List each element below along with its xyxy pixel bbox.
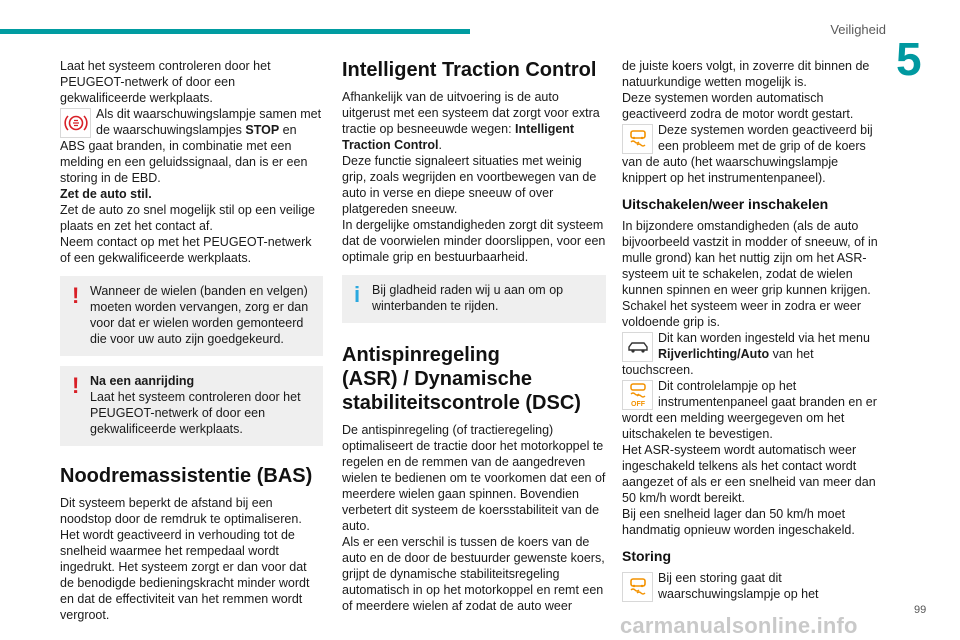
- column-3: [622, 58, 886, 602]
- icon-paragraph: [622, 378, 886, 442]
- header-accent-bar: [0, 29, 470, 34]
- heading-line: Antispinregeling: [342, 344, 500, 366]
- off-label: OFF: [630, 401, 645, 408]
- section-heading: [342, 343, 606, 415]
- warning-note: [60, 276, 323, 356]
- heading-line: (ASR) / Dynamische: [342, 368, 533, 390]
- feature-name: Intelligent Traction Control: [342, 122, 575, 152]
- text: .: [438, 138, 443, 152]
- paragraph: Als er een verschil is tussen de koers van de auto en de door de bestuurder gewenste koers, grijpt de dynamische stabiliteitsregeling automatisch in op het motorkoppel en remt een of meerdere wielen af zodat de auto weer: [342, 535, 605, 613]
- warning-note: [60, 366, 323, 446]
- note-title: Na een aanrijding: [90, 374, 195, 388]
- note-text: Laat het systeem controleren door het PEUGEOT-netwerk of door een gekwalificeerde werkplaats.: [90, 390, 301, 436]
- paragraph: In dergelijke omstandigheden zorgt dit systeem dat de voorwielen minder doorslippen, voor een optimale grip en bestuurbaarheid.: [342, 218, 606, 264]
- heading-line: stabiliteitscontrole (DSC): [342, 392, 581, 414]
- text: en ABS gaat branden, in combinatie met een melding en een geluidssignaal, dan is er een storing in de EBD.: [60, 123, 308, 185]
- text: Dit controlelampje op het instrumentenpaneel gaat branden en er wordt een melding weergegeven om het uitschakelen te bevestigen.: [622, 379, 877, 441]
- subsection-heading: Uitschakelen/weer inschakelen: [622, 196, 829, 212]
- page-number: 99: [914, 604, 927, 616]
- paragraph: De antispinregeling (of tractieregeling) optimaliseert de tractie door het motorkoppel te regelen en de remmen van de aangedreven wielen te bedienen om te voorkomen dat een of meerdere wielen gaan spinnen. Bovendien verbetert dit systeem de koersstabiliteit van de auto.: [342, 423, 606, 533]
- info-note: [342, 275, 606, 323]
- paragraph: Deze systemen worden automatisch geactiveerd zodra de motor wordt gestart.: [622, 91, 854, 121]
- icon-paragraph: [622, 122, 886, 186]
- stop-label: STOP: [245, 123, 280, 137]
- text: Deze systemen worden geactiveerd bij een probleem met de grip of de koers van de auto (het waarschuwingslampje knippert op het instrumentenpaneel).: [622, 123, 873, 185]
- text: Afhankelijk van de uitvoering is de auto uitgerust met een systeem dat zorgt voor extra tractie op besneeuwde wegen:: [342, 90, 600, 136]
- paragraph: Het ASR-systeem wordt automatisch weer ingeschakeld telkens als het contact wordt aangezet of als er een snelheid van meer dan 50 km/h wordt bereikt.: [622, 443, 876, 505]
- paragraph: Deze functie signaleert situaties met weinig grip, zoals wegrijden en voortbewegen van de auto in verse en diepe sneeuw of over platgereden sneeuw.: [342, 154, 597, 216]
- skid-warning-icon: [622, 572, 653, 602]
- icon-paragraph: [622, 330, 886, 378]
- car-settings-icon: [622, 332, 653, 362]
- note-text: Wanneer de wielen (banden en velgen) moeten worden vervangen, zorg er dan voor dat er wielen worden gemonteerd die voor uw auto zijn goedgekeurd.: [90, 284, 309, 346]
- note-text: Bij gladheid raden wij u aan om op winterbanden te rijden.: [372, 283, 564, 313]
- watermark: carmanualsonline.info: [620, 613, 858, 638]
- exclamation-icon: !: [72, 373, 80, 398]
- text: Bij een storing gaat dit waarschuwingslampje op het: [658, 571, 819, 601]
- instruction-bold: Zet de auto stil.: [60, 187, 152, 201]
- paragraph: Het wordt geactiveerd in verhouding tot de snelheid waarmee het rempedaal wordt ingedrukt. Het systeem zorgt er dan voor dat de benodigde bedieningskracht minder wordt en dat de effectiviteit van het remmen wordt vergroot.: [60, 528, 310, 622]
- paragraph: Neem contact op met het PEUGEOT-netwerk of een gekwalificeerde werkplaats.: [60, 235, 312, 265]
- paragraph: de juiste koers volgt, in zoverre dit binnen de natuurkundige wetten mogelijk is.: [622, 59, 870, 89]
- text: Dit kan worden ingesteld via het menu: [658, 331, 870, 345]
- text: van het touchscreen.: [622, 347, 814, 377]
- icon-paragraph: [60, 106, 323, 186]
- paragraph: Laat het systeem controleren door het PEUGEOT-netwerk of door een gekwalificeerde werkplaats.: [60, 59, 271, 105]
- paragraph: Bij een snelheid lager dan 50 km/h moet handmatig opnieuw worden ingeschakeld.: [622, 507, 855, 537]
- subsection-heading: Storing: [622, 548, 671, 564]
- paragraph: Zet de auto zo snel mogelijk stil op een veilige plaats en zet het contact af.: [60, 203, 316, 233]
- paragraph: [342, 89, 606, 153]
- skid-off-icon: [622, 380, 653, 410]
- menu-name: Rijverlichting/Auto: [658, 347, 770, 361]
- section-heading: Intelligent Traction Control: [342, 59, 597, 81]
- section-title: Veiligheid: [830, 22, 886, 37]
- section-heading: Noodremassistentie (BAS): [60, 465, 313, 487]
- chapter-number: 5: [896, 33, 922, 85]
- paragraph: In bijzondere omstandigheden (als de auto bijvoorbeeld vastzit in modder of sneeuw, of in mulle grond) kan het nuttig zijn om het ASR-systeem uit te schakelen, zodat de wielen kunnen spinnen en weer grip kunnen krijgen.: [622, 219, 878, 297]
- icon-paragraph: [622, 570, 886, 602]
- column-2: [342, 58, 606, 614]
- skid-warning-icon: [622, 124, 653, 154]
- exclamation-icon: !: [72, 283, 80, 308]
- text: Als dit waarschuwingslampje samen met de waarschuwingslampjes: [96, 107, 322, 137]
- brake-warning-icon: [60, 108, 91, 138]
- paragraph: Schakel het systeem weer in zodra er weer voldoende grip is.: [622, 299, 861, 329]
- column-1: [60, 58, 323, 623]
- paragraph: Dit systeem beperkt de afstand bij een noodstop door de remdruk te optimaliseren.: [60, 496, 302, 526]
- info-icon: i: [354, 282, 361, 307]
